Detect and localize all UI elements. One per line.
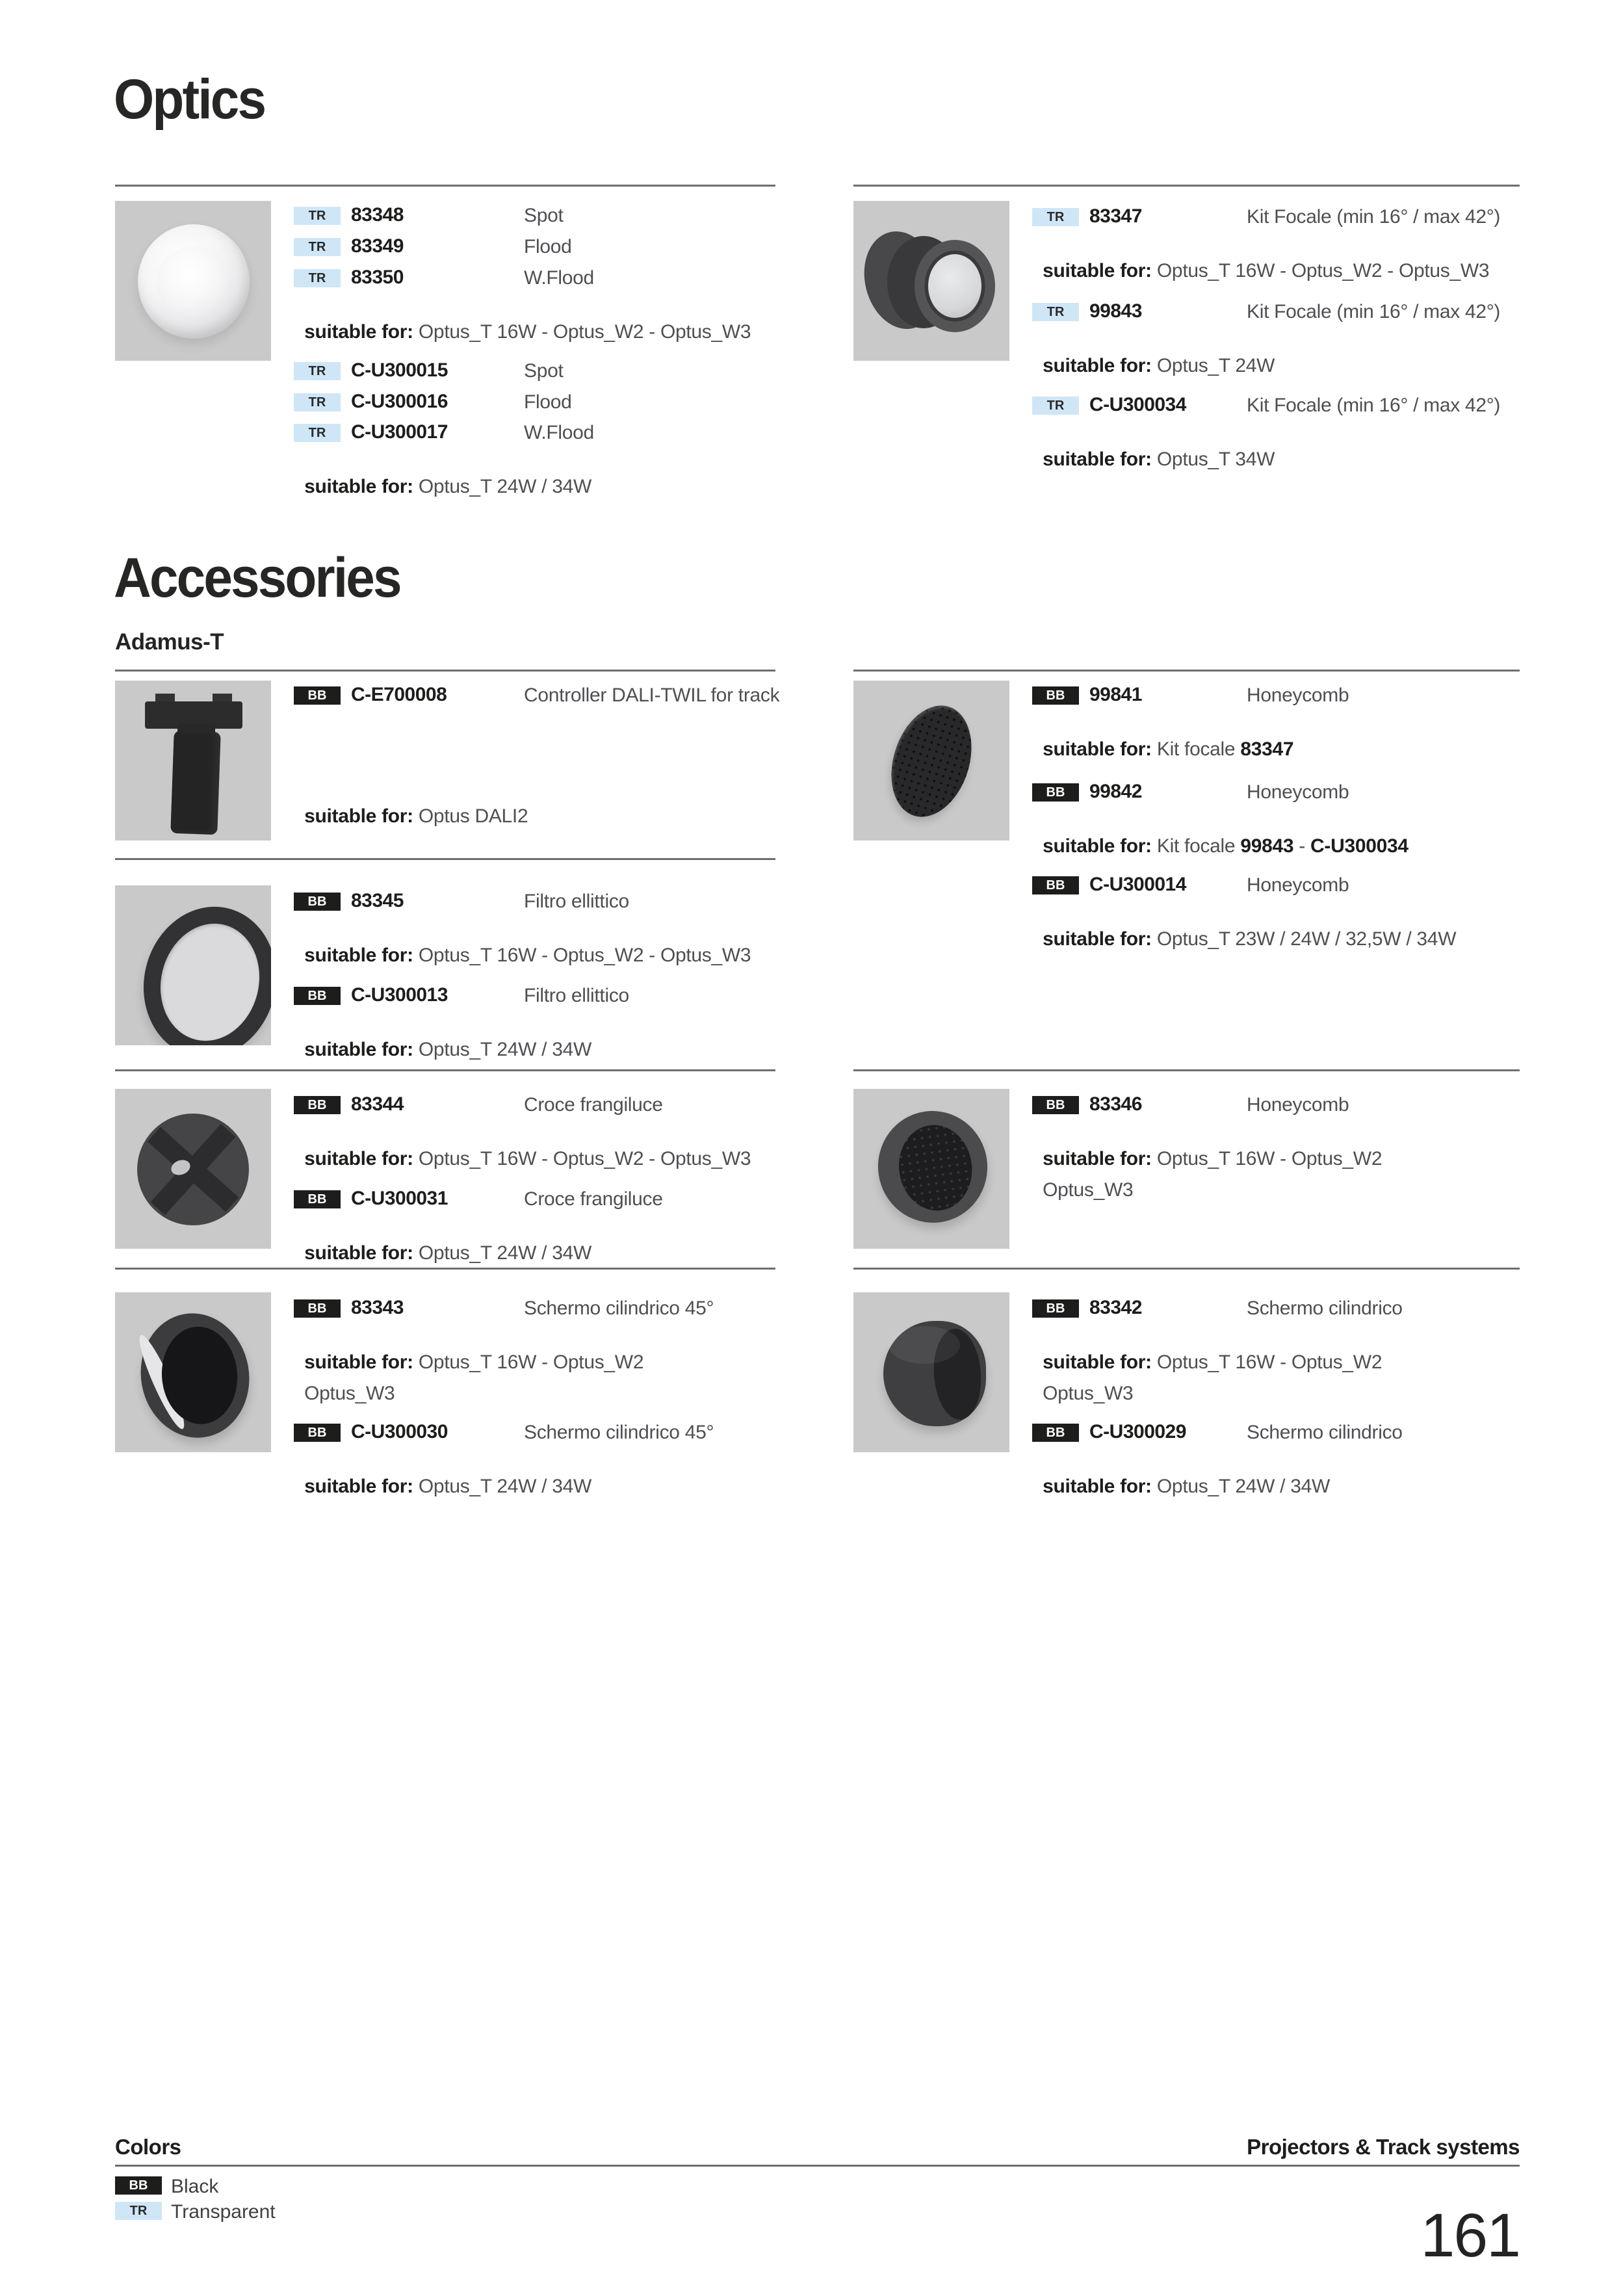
product-image-filtro-ellittico bbox=[115, 885, 271, 1045]
product-code: 83345 bbox=[351, 890, 404, 911]
product-description: Schermo cilindrico bbox=[1247, 1298, 1403, 1319]
color-badge-bb: BB bbox=[294, 686, 341, 705]
suitable-for-value: Optus_T 16W - Optus_W2 bbox=[1151, 1351, 1383, 1373]
color-badge-bb: BB bbox=[1032, 686, 1079, 705]
suitable-for-label: suitable for: bbox=[1043, 835, 1152, 857]
suitable-for-label: suitable for: bbox=[1043, 355, 1152, 376]
suitable-for-line bbox=[1032, 1454, 1330, 1498]
product-image-clear-lens bbox=[115, 201, 271, 361]
suitable-for-value: Optus_T 16W - Optus_W2 - Optus_W3 bbox=[413, 321, 751, 343]
product-description: Honeycomb bbox=[1247, 874, 1349, 896]
suitable-for-line bbox=[1032, 426, 1275, 471]
product-description: Flood bbox=[524, 391, 572, 413]
suitable-for-value: Optus_T 16W - Optus_W2 bbox=[413, 1351, 644, 1373]
suitable-for-value: Optus_T 16W - Optus_W2 bbox=[1151, 1148, 1383, 1169]
suitable-for-value: Optus_T 24W / 34W bbox=[413, 1476, 592, 1497]
color-badge-tr: TR bbox=[294, 269, 341, 287]
color-badge-bb: BB bbox=[1032, 1424, 1079, 1442]
product-code: C-U300031 bbox=[351, 1188, 448, 1209]
honeycomb-icon bbox=[878, 695, 985, 827]
product-description: Flood bbox=[524, 236, 572, 257]
suitable-for-label: suitable for: bbox=[304, 321, 413, 343]
page-number: 161 bbox=[1420, 2201, 1520, 2270]
product-code: C-U300016 bbox=[351, 391, 448, 412]
product-description: Croce frangiluce bbox=[524, 1094, 663, 1115]
suitable-for-line bbox=[1032, 716, 1293, 761]
suitable-for-line-continued bbox=[294, 1361, 395, 1405]
suitable-for-value: Optus_T 24W / 34W bbox=[413, 476, 592, 497]
divider bbox=[853, 1268, 1520, 1270]
divider bbox=[115, 185, 775, 187]
product-description: Schermo cilindrico 45° bbox=[524, 1298, 714, 1319]
suitable-for-label: suitable for: bbox=[1043, 738, 1152, 760]
suitable-for-value: Optus_T 24W / 34W bbox=[413, 1039, 592, 1060]
suitable-for-label: suitable for: bbox=[1043, 928, 1152, 950]
elliptical-filter-icon bbox=[128, 893, 271, 1045]
divider bbox=[115, 858, 775, 860]
divider bbox=[115, 1069, 775, 1071]
lens-icon bbox=[138, 224, 250, 339]
product-description: Croce frangiluce bbox=[524, 1188, 663, 1210]
suitable-for-value: Kit focale bbox=[1151, 738, 1241, 760]
product-description: Spot bbox=[524, 360, 564, 382]
product-image-controller bbox=[115, 681, 271, 841]
suitable-for-line bbox=[294, 1017, 591, 1061]
product-code: 83347 bbox=[1089, 205, 1142, 227]
suitable-for-value: Optus_T 23W / 24W / 32,5W / 34W bbox=[1151, 928, 1457, 950]
honeycomb-icon bbox=[871, 1104, 994, 1230]
product-description: Kit Focale (min 16° / max 42°) bbox=[1247, 395, 1501, 416]
suitable-for-code-ref: 99843 bbox=[1240, 835, 1294, 857]
color-badge-tr: TR bbox=[1032, 303, 1079, 321]
suitable-for-line bbox=[294, 299, 751, 343]
color-badge-bb: BB bbox=[294, 987, 341, 1005]
product-image-honeycomb-filter bbox=[853, 681, 1009, 841]
product-code: C-U300029 bbox=[1089, 1421, 1186, 1442]
suitable-for-value: Optus DALI2 bbox=[413, 805, 528, 827]
color-badge-tr: TR bbox=[1032, 208, 1079, 226]
color-badge-bb: BB bbox=[115, 2176, 162, 2195]
suitable-for-label: suitable for: bbox=[304, 945, 413, 966]
suitable-for-value: Optus_W3 bbox=[1043, 1179, 1134, 1201]
suitable-for-line bbox=[1032, 238, 1489, 282]
color-badge-tr: TR bbox=[294, 362, 341, 380]
product-code: C-U300014 bbox=[1089, 874, 1186, 895]
footer-colors-title: Colors bbox=[115, 2135, 181, 2159]
section-title-optics: Optics bbox=[114, 68, 265, 131]
suitable-for-label: suitable for: bbox=[304, 1039, 413, 1060]
product-image-schermo bbox=[853, 1292, 1009, 1452]
suitable-for-value: Optus_T 16W - Optus_W2 - Optus_W3 bbox=[413, 1148, 751, 1169]
color-badge-tr: TR bbox=[294, 238, 341, 256]
color-badge-bb: BB bbox=[294, 1190, 341, 1208]
suitable-for-value: Optus_W3 bbox=[1043, 1383, 1134, 1404]
product-description: Spot bbox=[524, 205, 564, 226]
color-badge-tr: TR bbox=[115, 2202, 162, 2220]
family-name: Adamus-T bbox=[115, 629, 224, 655]
suitable-for-code-ref: C-U300034 bbox=[1310, 835, 1409, 857]
divider bbox=[853, 1069, 1520, 1071]
color-badge-tr: TR bbox=[294, 424, 341, 442]
separator: - bbox=[1293, 835, 1311, 857]
product-code: 83349 bbox=[351, 235, 404, 257]
suitable-for-label: suitable for: bbox=[1043, 449, 1152, 470]
color-badge-tr: TR bbox=[1032, 397, 1079, 415]
suitable-for-value: Kit focale bbox=[1151, 835, 1241, 857]
product-code: C-U300034 bbox=[1089, 394, 1186, 415]
product-description: Filtro ellittico bbox=[524, 985, 629, 1006]
product-code: 99842 bbox=[1089, 781, 1142, 802]
product-image-honeycomb-disc bbox=[853, 1089, 1009, 1249]
suitable-for-label: suitable for: bbox=[304, 1476, 413, 1497]
divider bbox=[853, 185, 1520, 187]
suitable-for-label: suitable for: bbox=[1043, 260, 1152, 281]
legend-label-transparent: Transparent bbox=[171, 2201, 276, 2223]
suitable-for-line bbox=[1032, 813, 1409, 857]
suitable-for-label: suitable for: bbox=[304, 805, 413, 827]
suitable-for-value: Optus_T 16W - Optus_W2 - Optus_W3 bbox=[413, 945, 751, 966]
product-code: C-U300013 bbox=[351, 984, 448, 1006]
suitable-for-line bbox=[294, 783, 528, 828]
suitable-for-line bbox=[294, 1220, 591, 1264]
footer-divider bbox=[115, 2165, 1520, 2167]
product-code: 83348 bbox=[351, 204, 404, 226]
color-badge-bb: BB bbox=[294, 1096, 341, 1114]
suitable-for-label: suitable for: bbox=[304, 1242, 413, 1264]
suitable-for-label: suitable for: bbox=[1043, 1476, 1152, 1497]
product-code: 83342 bbox=[1089, 1297, 1142, 1318]
product-image-schermo-45 bbox=[115, 1292, 271, 1452]
product-description: Filtro ellittico bbox=[524, 891, 629, 912]
suitable-for-value: Optus_T 34W bbox=[1151, 449, 1275, 470]
product-code: 99841 bbox=[1089, 684, 1142, 705]
product-description: W.Flood bbox=[524, 422, 594, 443]
suitable-for-line bbox=[294, 922, 751, 967]
suitable-for-value: Optus_W3 bbox=[304, 1383, 395, 1404]
cross-baffle-icon bbox=[137, 1114, 249, 1225]
suitable-for-value: Optus_T 24W / 34W bbox=[413, 1242, 592, 1264]
suitable-for-line-continued bbox=[1032, 1157, 1133, 1201]
product-image-kit-focale bbox=[853, 201, 1009, 361]
divider bbox=[853, 670, 1520, 672]
suitable-for-label: suitable for: bbox=[304, 1351, 413, 1373]
product-description: Controller DALI-TWIL for track bbox=[524, 685, 780, 706]
product-code: C-U300015 bbox=[351, 359, 448, 381]
product-description: Kit Focale (min 16° / max 42°) bbox=[1247, 206, 1501, 228]
product-code: 83344 bbox=[351, 1093, 404, 1115]
product-description: Honeycomb bbox=[1247, 781, 1349, 803]
product-description: Honeycomb bbox=[1247, 685, 1349, 706]
product-code: 83346 bbox=[1089, 1093, 1142, 1115]
suitable-for-label: suitable for: bbox=[304, 476, 413, 497]
color-badge-bb: BB bbox=[294, 1424, 341, 1442]
color-badge-bb: BB bbox=[1032, 1299, 1079, 1318]
legend-label-black: Black bbox=[171, 2176, 219, 2197]
suitable-for-value: Optus_T 24W bbox=[1151, 355, 1275, 376]
suitable-for-line bbox=[294, 1126, 751, 1170]
suitable-for-label: suitable for: bbox=[304, 1148, 413, 1169]
product-description: W.Flood bbox=[524, 267, 594, 289]
color-badge-bb: BB bbox=[1032, 783, 1079, 802]
color-badge-tr: TR bbox=[294, 393, 341, 411]
suitable-for-code-ref: 83347 bbox=[1240, 738, 1294, 760]
product-code: 99843 bbox=[1089, 300, 1142, 322]
product-code: 83350 bbox=[351, 267, 404, 288]
suitable-for-line-continued bbox=[1032, 1361, 1133, 1405]
product-code: C-E700008 bbox=[351, 684, 447, 705]
product-description: Kit Focale (min 16° / max 42°) bbox=[1247, 301, 1501, 322]
color-badge-bb: BB bbox=[1032, 876, 1079, 894]
suitable-for-line bbox=[1032, 333, 1275, 377]
suitable-for-value: Optus_T 16W - Optus_W2 - Optus_W3 bbox=[1151, 260, 1490, 281]
product-description: Honeycomb bbox=[1247, 1094, 1349, 1115]
product-image-croce-frangiluce bbox=[115, 1089, 271, 1249]
divider bbox=[115, 670, 775, 672]
cylindrical-shield-icon bbox=[883, 1321, 986, 1426]
product-description: Schermo cilindrico 45° bbox=[524, 1422, 714, 1443]
divider bbox=[115, 1268, 775, 1270]
suitable-for-line bbox=[1032, 906, 1456, 950]
suitable-for-label: suitable for: bbox=[1043, 1148, 1152, 1169]
product-code: 83343 bbox=[351, 1297, 404, 1318]
section-title-accessories: Accessories bbox=[114, 547, 400, 609]
product-code: C-U300017 bbox=[351, 421, 448, 443]
cylindrical-shield-icon bbox=[131, 1305, 259, 1446]
color-badge-bb: BB bbox=[294, 1299, 341, 1318]
color-badge-tr: TR bbox=[294, 207, 341, 225]
suitable-for-line bbox=[294, 1454, 591, 1498]
product-code: C-U300030 bbox=[351, 1421, 448, 1442]
color-badge-bb: BB bbox=[1032, 1096, 1079, 1114]
suitable-for-value: Optus_T 24W / 34W bbox=[1151, 1476, 1331, 1497]
product-description: Schermo cilindrico bbox=[1247, 1422, 1403, 1443]
suitable-for-line bbox=[294, 454, 591, 498]
suitable-for-label: suitable for: bbox=[1043, 1351, 1152, 1373]
footer-section-title: Projectors & Track systems bbox=[1247, 2135, 1520, 2159]
color-badge-bb: BB bbox=[294, 893, 341, 911]
